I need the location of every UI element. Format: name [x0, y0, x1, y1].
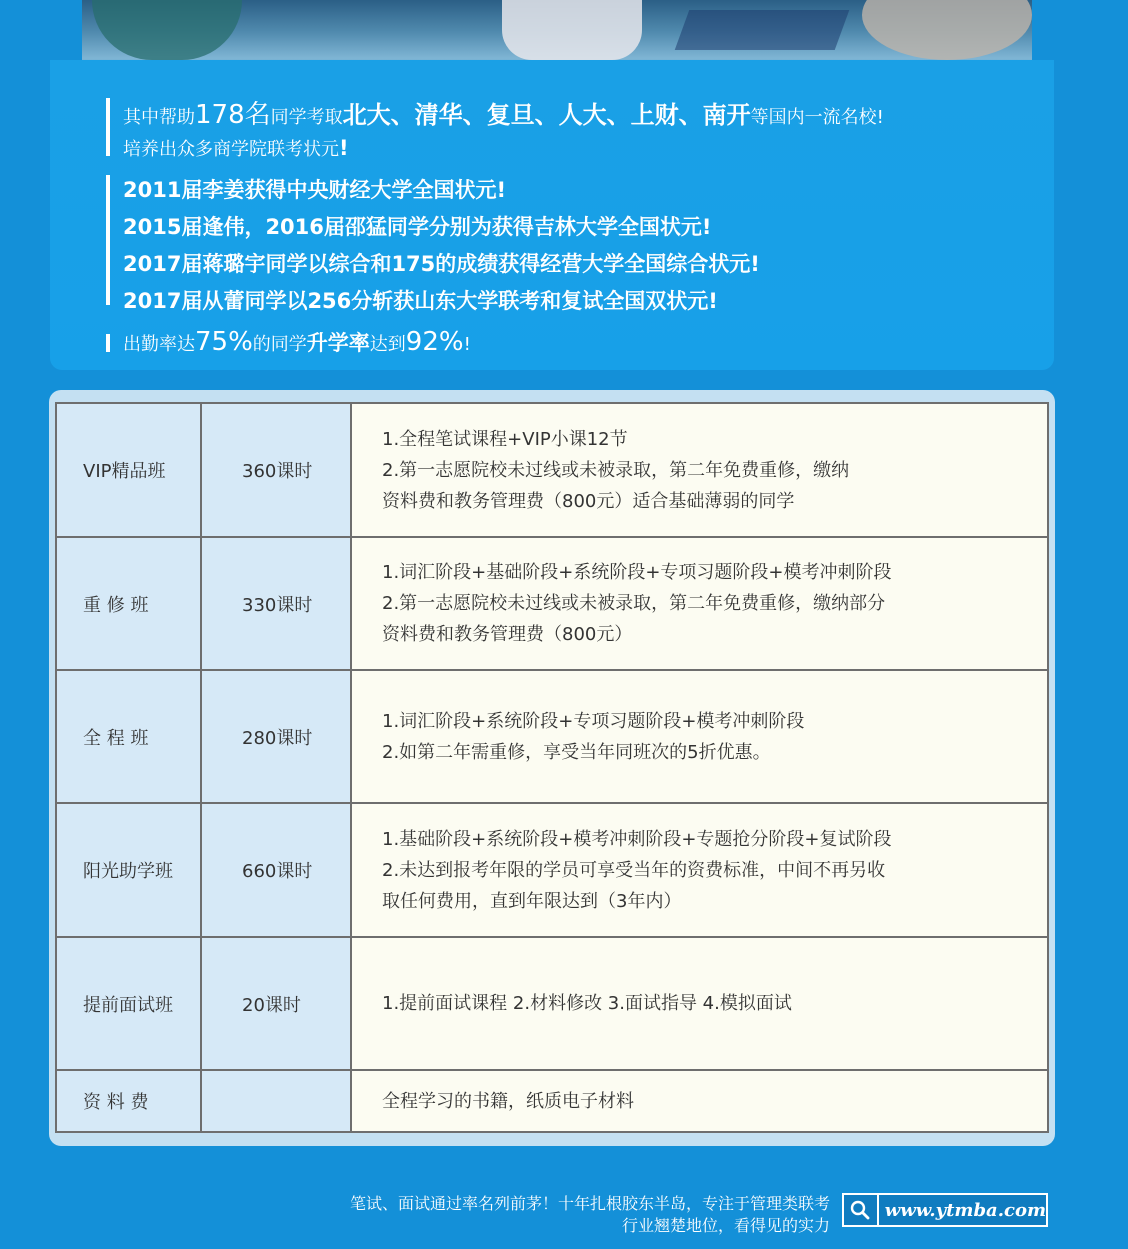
- highlight-line: 2017届蒋璐宇同学以综合和175的成绩获得经营大学全国综合状元!: [123, 252, 760, 276]
- course-name: 阳光助学班: [56, 803, 201, 937]
- course-name: VIP精品班: [56, 403, 201, 537]
- rate-line: 出勤率达75%的同学升学率达到92%!: [123, 327, 471, 357]
- footer-slogan: 行业翘楚地位，看得见的实力: [621, 1216, 830, 1235]
- course-hours: 330课时: [201, 537, 351, 670]
- course-name: 全 程 班: [56, 670, 201, 803]
- table-row: [56, 803, 1048, 937]
- accent-bar: [106, 334, 110, 352]
- search-icon: [844, 1195, 879, 1225]
- highlight-line: 2015届逢伟，2016届邵猛同学分别为获得吉林大学全国状元!: [123, 215, 712, 239]
- highlight-line: 2011届李姜获得中央财经大学全国状元!: [123, 178, 507, 202]
- achievement-line-2: 培养出众多商学院联考状元!: [123, 136, 349, 160]
- course-name: 重 修 班: [56, 537, 201, 670]
- course-desc: 1.提前面试课程 2.材料修改 3.面试指导 4.模拟面试: [351, 937, 1048, 1070]
- accent-bar: [106, 175, 110, 305]
- course-table: [55, 402, 1049, 1133]
- website-link[interactable]: [842, 1193, 1048, 1227]
- course-hours: [201, 1070, 351, 1132]
- course-hours: 660课时: [201, 803, 351, 937]
- course-desc: 1.词汇阶段+基础阶段+系统阶段+专项习题阶段+模考冲刺阶段 2.第一志愿院校未过线或未被录取，第二年免费重修，缴纳部分 资料费和教务管理费（800元）: [351, 537, 1048, 670]
- table-row: [56, 537, 1048, 670]
- course-desc: 全程学习的书籍，纸质电子材料: [351, 1070, 1048, 1132]
- achievement-line-1: 其中帮助178名同学考取北大、清华、复旦、人大、上财、南开等国内一流名校!: [123, 100, 884, 130]
- course-desc: 1.词汇阶段+系统阶段+专项习题阶段+模考冲刺阶段 2.如第二年需重修，享受当年同班次的5折优惠。: [351, 670, 1048, 803]
- course-hours: 280课时: [201, 670, 351, 803]
- footer-slogan: 笔试、面试通过率名列前茅！十年扎根胶东半岛，专注于管理类联考: [349, 1194, 830, 1213]
- course-name: 资 料 费: [56, 1070, 201, 1132]
- course-hours: 20课时: [201, 937, 351, 1070]
- course-hours: 360课时: [201, 403, 351, 537]
- course-name: 提前面试班: [56, 937, 201, 1070]
- table-row: [56, 1070, 1048, 1132]
- table-row: [56, 403, 1048, 537]
- accent-bar: [106, 98, 110, 156]
- table-row: [56, 937, 1048, 1070]
- table-row: [56, 670, 1048, 803]
- highlight-line: 2017届从蕾同学以256分斩获山东大学联考和复试全国双状元!: [123, 289, 718, 313]
- course-desc: 1.基础阶段+系统阶段+模考冲刺阶段+专题抢分阶段+复试阶段 2.未达到报考年限的学员可享受当年的资费标准，中间不再另收 取任何费用，直到年限达到（3年内）: [351, 803, 1048, 937]
- course-desc: 1.全程笔试课程+VIP小课12节 2.第一志愿院校未过线或未被录取，第二年免费重修，缴纳 资料费和教务管理费（800元）适合基础薄弱的同学: [351, 403, 1048, 537]
- website-url[interactable]: www.ytmba.com: [884, 1199, 1046, 1221]
